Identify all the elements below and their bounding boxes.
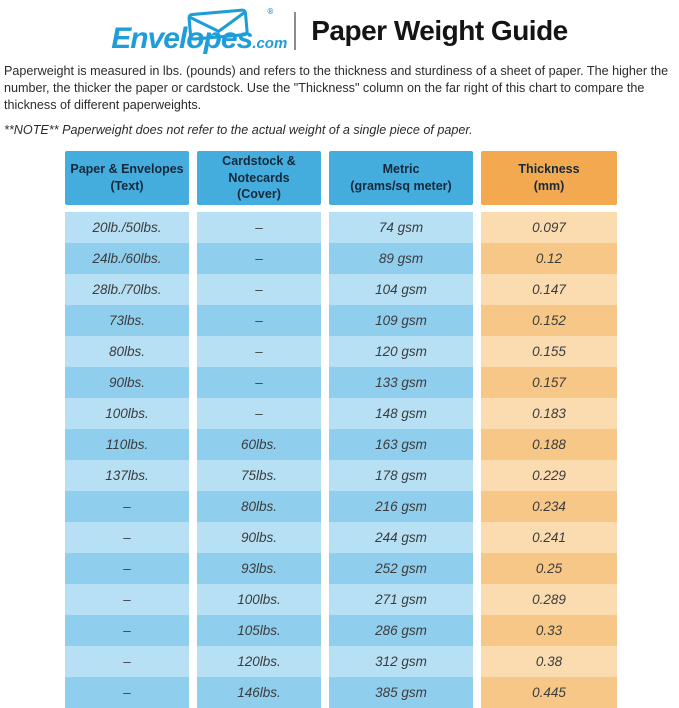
cell-metric: 385 gsm — [329, 677, 473, 708]
table-row — [65, 522, 617, 553]
cell-thickness: 0.289 — [481, 584, 617, 615]
table-row — [65, 243, 617, 274]
table-row — [65, 212, 617, 243]
cell-cardstock-cover: – — [197, 243, 321, 274]
table-row — [65, 584, 617, 615]
cell-paper-text: – — [65, 677, 189, 708]
cell-paper-text: 28lb./70lbs. — [65, 274, 189, 305]
cell-cardstock-cover: 120lbs. — [197, 646, 321, 677]
cell-cardstock-cover: – — [197, 274, 321, 305]
table-row — [65, 677, 617, 708]
table-row — [65, 429, 617, 460]
cell-paper-text: – — [65, 553, 189, 584]
cell-paper-text: – — [65, 491, 189, 522]
column-header-cardstock-notecards — [197, 151, 321, 205]
cell-cardstock-cover: – — [197, 398, 321, 429]
cell-cardstock-cover: – — [197, 336, 321, 367]
intro-section — [0, 55, 679, 137]
cell-paper-text: 100lbs. — [65, 398, 189, 429]
cell-paper-text: 137lbs. — [65, 460, 189, 491]
cell-metric: 120 gsm — [329, 336, 473, 367]
cell-metric: 163 gsm — [329, 429, 473, 460]
cell-metric: 312 gsm — [329, 646, 473, 677]
column-header-thickness — [481, 151, 617, 205]
cell-metric: 216 gsm — [329, 491, 473, 522]
column-sublabel: (Cover) — [237, 186, 281, 201]
cell-thickness: 0.147 — [481, 274, 617, 305]
cell-thickness: 0.241 — [481, 522, 617, 553]
cell-thickness: 0.25 — [481, 553, 617, 584]
cell-metric: 244 gsm — [329, 522, 473, 553]
cell-paper-text: 90lbs. — [65, 367, 189, 398]
cell-thickness: 0.234 — [481, 491, 617, 522]
cell-thickness: 0.12 — [481, 243, 617, 274]
cell-thickness: 0.155 — [481, 336, 617, 367]
cell-cardstock-cover: – — [197, 305, 321, 336]
column-header-metric — [329, 151, 473, 205]
cell-thickness: 0.229 — [481, 460, 617, 491]
cell-metric: 104 gsm — [329, 274, 473, 305]
logo-wordmark — [111, 24, 287, 54]
intro-paragraph: Paperweight is measured in lbs. (pounds) and refers to the thickness and sturdiness of a sheet of paper. The higher the number, the thicker the paper or cardstock. Use the "Thickness" column on the far right of this chart to compare the thickness of different paperweights. — [4, 64, 669, 112]
page-header — [0, 0, 679, 55]
cell-metric: 286 gsm — [329, 615, 473, 646]
header-divider — [294, 12, 296, 50]
cell-metric: 89 gsm — [329, 243, 473, 274]
column-label: Thickness — [518, 162, 580, 177]
table-row — [65, 274, 617, 305]
table-row — [65, 398, 617, 429]
cell-metric: 74 gsm — [329, 212, 473, 243]
cell-cardstock-cover: 93lbs. — [197, 553, 321, 584]
cell-paper-text: 80lbs. — [65, 336, 189, 367]
column-sublabel: (mm) — [533, 178, 565, 193]
cell-paper-text: 20lb./50lbs. — [65, 212, 189, 243]
cell-cardstock-cover: 60lbs. — [197, 429, 321, 460]
cell-paper-text: 24lb./60lbs. — [65, 243, 189, 274]
table-row — [65, 460, 617, 491]
cell-paper-text: 110lbs. — [65, 429, 189, 460]
column-label: Cardstock & Notecards — [222, 154, 296, 185]
table-row — [65, 646, 617, 677]
cell-paper-text: – — [65, 522, 189, 553]
cell-cardstock-cover: 75lbs. — [197, 460, 321, 491]
paper-weight-table — [65, 151, 617, 708]
cell-paper-text: – — [65, 646, 189, 677]
table-row — [65, 553, 617, 584]
table-row — [65, 491, 617, 522]
cell-cardstock-cover: 105lbs. — [197, 615, 321, 646]
table-row — [65, 615, 617, 646]
page-title: Paper Weight Guide — [311, 15, 568, 46]
table-body — [65, 212, 617, 708]
table-row — [65, 305, 617, 336]
column-sublabel: (Text) — [110, 178, 144, 193]
cell-cardstock-cover: 80lbs. — [197, 491, 321, 522]
cell-metric: 133 gsm — [329, 367, 473, 398]
column-header-paper-envelopes — [65, 151, 189, 205]
logo-brand: Envelopes — [111, 22, 253, 55]
intro-note: **NOTE** Paperweight does not refer to the actual weight of a single piece of paper. — [4, 122, 473, 137]
cell-cardstock-cover: 100lbs. — [197, 584, 321, 615]
table-row — [65, 336, 617, 367]
cell-cardstock-cover: – — [197, 367, 321, 398]
table-header-row — [65, 151, 617, 205]
cell-metric: 148 gsm — [329, 398, 473, 429]
cell-thickness: 0.152 — [481, 305, 617, 336]
cell-thickness: 0.097 — [481, 212, 617, 243]
cell-thickness: 0.33 — [481, 615, 617, 646]
cell-metric: 271 gsm — [329, 584, 473, 615]
cell-thickness: 0.188 — [481, 429, 617, 460]
cell-thickness: 0.445 — [481, 677, 617, 708]
cell-paper-text: – — [65, 615, 189, 646]
cell-cardstock-cover: 146lbs. — [197, 677, 321, 708]
cell-thickness: 0.183 — [481, 398, 617, 429]
column-label: Paper & Envelopes — [70, 162, 184, 177]
envelopes-logo — [111, 7, 288, 55]
cell-thickness: 0.157 — [481, 367, 617, 398]
column-label: Metric — [382, 162, 420, 177]
logo-tld: .com — [252, 35, 288, 52]
cell-paper-text: – — [65, 584, 189, 615]
cell-cardstock-cover: – — [197, 212, 321, 243]
registered-mark: ® — [267, 7, 274, 16]
column-sublabel: (grams/sq meter) — [350, 178, 452, 193]
cell-paper-text: 73lbs. — [65, 305, 189, 336]
cell-thickness: 0.38 — [481, 646, 617, 677]
table-row — [65, 367, 617, 398]
cell-cardstock-cover: 90lbs. — [197, 522, 321, 553]
cell-metric: 178 gsm — [329, 460, 473, 491]
cell-metric: 252 gsm — [329, 553, 473, 584]
cell-metric: 109 gsm — [329, 305, 473, 336]
